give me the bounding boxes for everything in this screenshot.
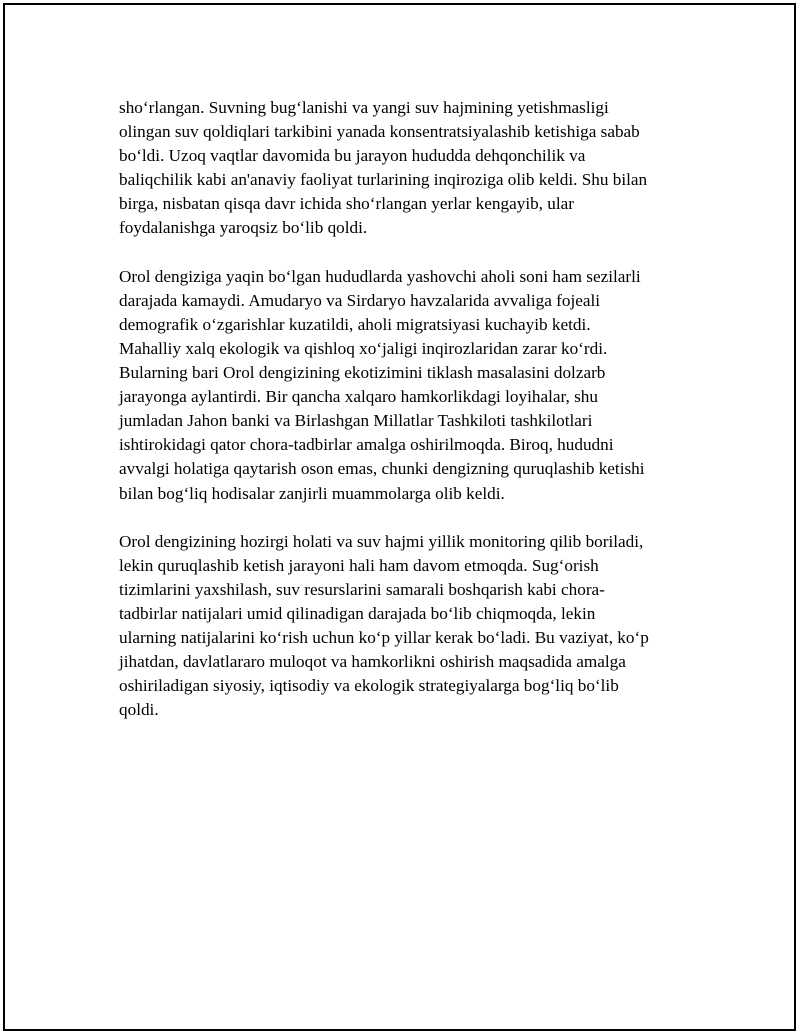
text-line: jihatdan, davlatlararo muloqot va hamkorlikni oshirish maqsadida amalga xyxy=(119,652,626,672)
text-line: ularning natijalarini ko‘rish uchun ko‘p yillar kerak bo‘ladi. Bu vaziyat, ko‘p xyxy=(119,628,649,648)
paragraph-1 xyxy=(119,96,699,241)
text-line: Orol dengizining hozirgi holati va suv hajmi yillik monitoring qilib boriladi, xyxy=(119,531,644,551)
text-line: avvalgi holatiga qaytarish oson emas, chunki dengizning quruqlashib ketishi xyxy=(119,459,645,479)
text-line: ishtirokidagi qator chora-tadbirlar amalga oshirilmoqda. Biroq, hududni xyxy=(119,435,614,455)
text-line: baliqchilik kabi an'anaviy faoliyat turlarining inqiroziga olib keldi. Shu bilan xyxy=(119,170,648,190)
text-line: qoldi. xyxy=(119,700,159,720)
paragraph-3 xyxy=(119,530,699,723)
text-line: demografik o‘zgarishlar kuzatildi, aholi migratsiyasi kuchayib ketdi. xyxy=(119,314,591,334)
document-body xyxy=(119,96,699,722)
text-line: Bularning bari Orol dengizining ekotizimini tiklash masalasini dolzarb xyxy=(119,363,606,383)
text-line: jarayonga aylantirdi. Bir qancha xalqaro hamkorlikdagi loyihalar, shu xyxy=(119,387,598,407)
text-line: Mahalliy xalq ekologik va qishloq xo‘jaligi inqirozlaridan zarar ko‘rdi. xyxy=(119,338,608,358)
paragraph-2 xyxy=(119,265,699,506)
text-line: tadbirlar natijalari umid qilinadigan darajada bo‘lib chiqmoqda, lekin xyxy=(119,603,596,623)
text-line: sho‘rlangan. Suvning bug‘lanishi va yangi suv hajmining yetishmasligi xyxy=(119,98,609,117)
text-line: tizimlarini yaxshilash, suv resurslarini samarali boshqarish kabi chora- xyxy=(119,579,605,599)
text-line: darajada kamaydi. Amudaryo va Sirdaryo havzalarida avvaliga fojeali xyxy=(119,290,601,310)
text-line: foydalanishga yaroqsiz bo‘lib qoldi. xyxy=(119,218,368,238)
document-page xyxy=(3,3,796,1031)
text-line: bo‘ldi. Uzoq vaqtlar davomida bu jarayon hududda dehqonchilik va xyxy=(119,146,586,166)
text-line: Orol dengiziga yaqin bo‘lgan hududlarda yashovchi aholi soni ham sezilarli xyxy=(119,266,641,286)
text-line: bilan bog‘liq hodisalar zanjirli muammolarga olib keldi. xyxy=(119,483,505,503)
text-line: lekin quruqlashib ketish jarayoni hali ham davom etmoqda. Sug‘orish xyxy=(119,555,599,575)
text-line: oshiriladigan siyosiy, iqtisodiy va ekologik strategiyalarga bog‘liq bo‘lib xyxy=(119,676,619,696)
text-line: olingan suv qoldiqlari tarkibini yanada konsentratsiyalashib ketishiga sabab xyxy=(119,122,640,142)
text-line: jumladan Jahon banki va Birlashgan Millatlar Tashkiloti tashkilotlari xyxy=(119,411,593,431)
text-line: birga, nisbatan qisqa davr ichida sho‘rlangan yerlar kengayib, ular xyxy=(119,194,574,214)
